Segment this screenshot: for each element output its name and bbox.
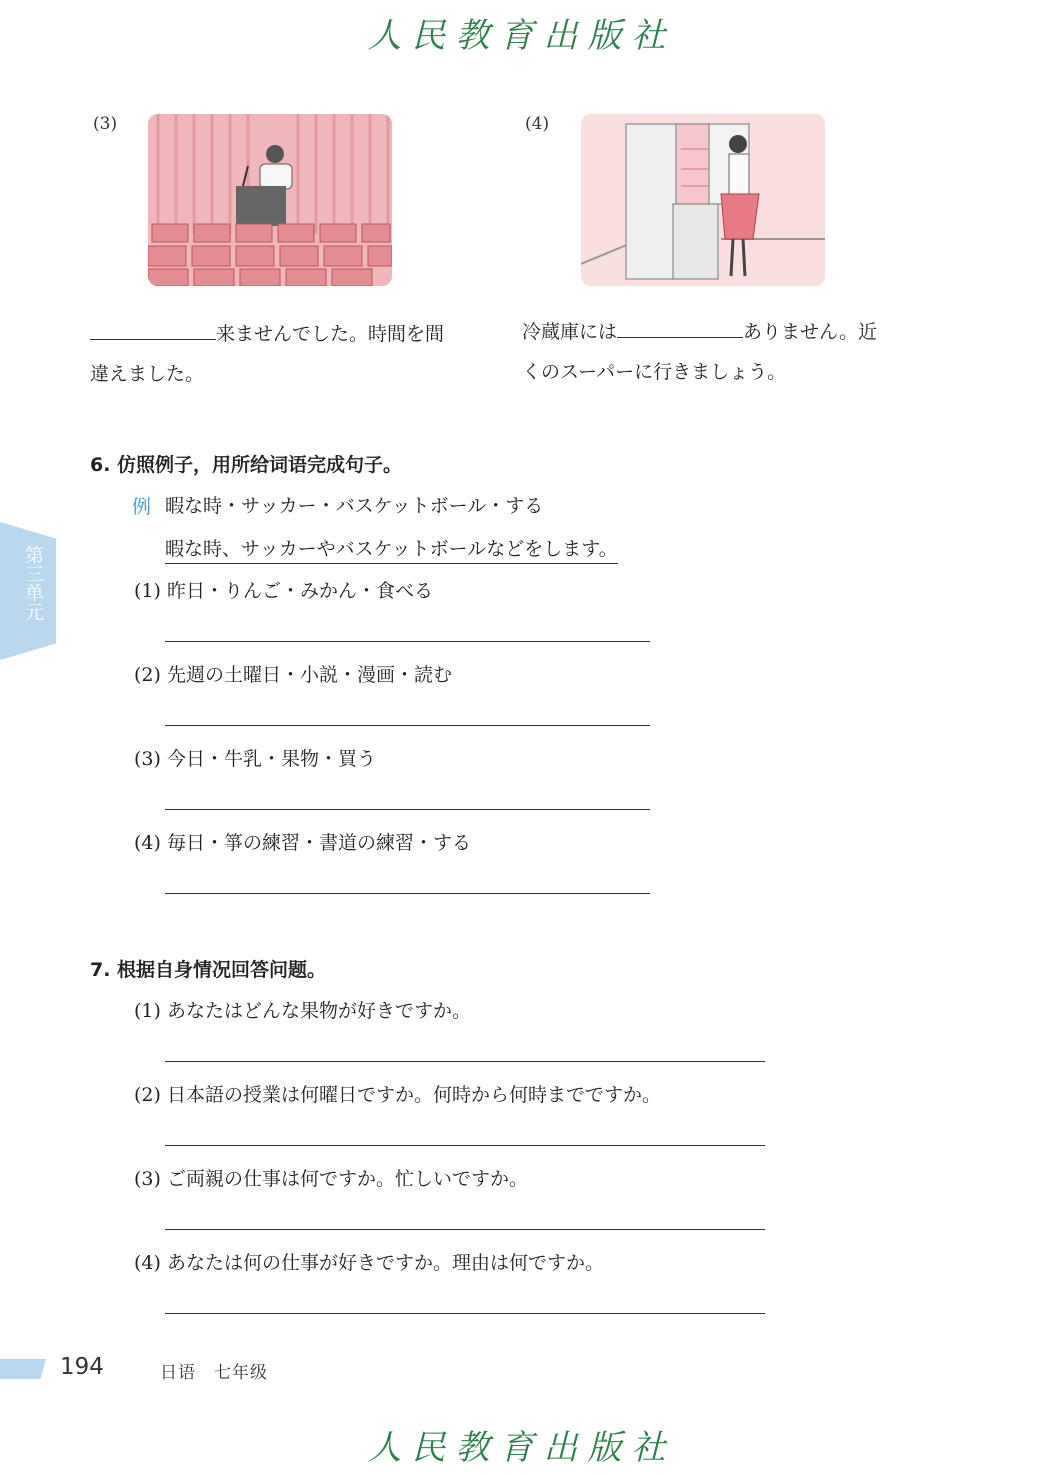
exercise-7-item-1: (1) あなたはどんな果物が好きですか。 [134, 1000, 471, 1022]
exercise-7-item-3: (3) ご両親の仕事は何ですか。忙しいですか。 [134, 1168, 528, 1190]
publisher-logo-top: 人民教育出版社 [367, 16, 676, 56]
exercise-6-item-1: (1) 昨日・りんご・みかん・食べる [134, 580, 433, 602]
publisher-logo-bottom: 人民教育出版社 [367, 1428, 676, 1468]
refrigerator-illustration [581, 114, 825, 286]
book-title: 日语 七年级 [160, 1363, 268, 1383]
answer-line[interactable] [165, 1313, 765, 1314]
fill-in-sentence-4: 冷蔵庫には ありません。近 くのスーパーに行きましょう。 [522, 312, 932, 392]
exercise-7-item-2: (2) 日本語の授業は何曜日ですか。何時から何時までですか。 [134, 1084, 661, 1106]
example-prompt: 暇な時・サッカー・バスケットボール・する [165, 495, 544, 517]
answer-line[interactable] [165, 725, 650, 726]
page-number: 194 [60, 1354, 104, 1380]
answer-blank[interactable] [617, 315, 743, 338]
answer-line[interactable] [165, 1145, 765, 1146]
item-number: (4) [525, 114, 550, 134]
answer-line[interactable] [165, 1229, 765, 1230]
exercise-7-item-4: (4) あなたは何の仕事が好きですか。理由は何ですか。 [134, 1252, 604, 1274]
footer-accent-bar [0, 1359, 46, 1379]
example-answer: 暇な時、サッカーやバスケットボールなどをします。 [165, 534, 618, 564]
exercise-6-item-2: (2) 先週の土曜日・小説・漫画・読む [134, 664, 452, 686]
exercise-6-item-3: (3) 今日・牛乳・果物・買う [134, 748, 376, 770]
answer-blank[interactable] [90, 317, 216, 340]
unit-side-tab-label: 第三单元 [22, 545, 44, 621]
answer-line[interactable] [165, 641, 650, 642]
exercise-6-item-4: (4) 毎日・箏の練習・書道の練習・する [134, 832, 471, 854]
answer-line[interactable] [165, 1061, 765, 1062]
example-mark: 例 [132, 496, 152, 518]
fill-in-sentence-3: 来ませんでした。時間を間 違えました。 [90, 314, 480, 394]
exercise-6-heading: 6. 仿照例子，用所给词语完成句子。 [90, 454, 403, 476]
speech-podium-illustration [148, 114, 392, 286]
answer-line[interactable] [165, 809, 650, 810]
item-number: (3) [93, 114, 118, 134]
exercise-7-heading: 7. 根据自身情况回答问题。 [90, 959, 327, 981]
answer-line[interactable] [165, 893, 650, 894]
